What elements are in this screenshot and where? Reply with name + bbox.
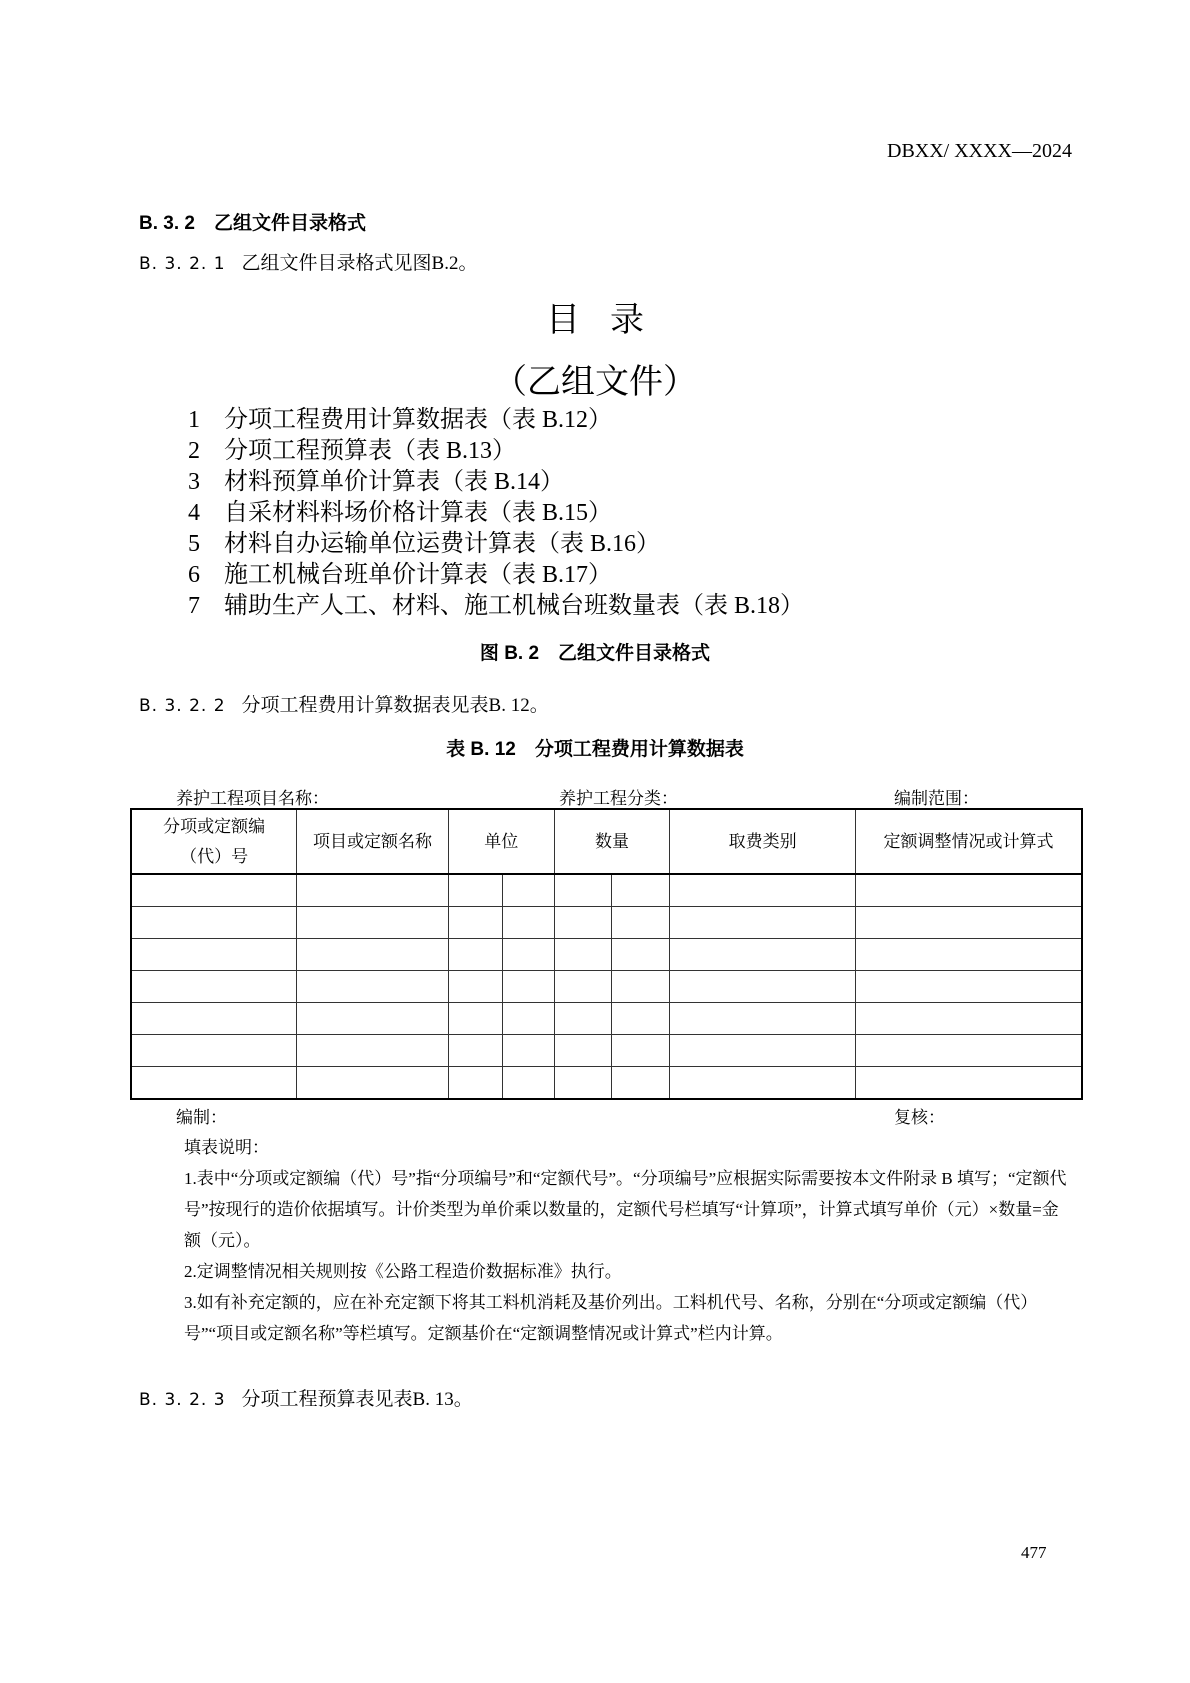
toc-item <box>188 498 804 529</box>
project-name-label: 养护工程项目名称： <box>176 789 329 808</box>
col-header-unit: 单位 <box>448 809 554 874</box>
table-header-row <box>131 809 1082 874</box>
cost-data-table <box>130 808 1083 1100</box>
toc-item <box>188 529 804 560</box>
figure-caption: 图 B. 2 乙组文件目录格式 <box>479 643 711 664</box>
toc-item-number: 5 <box>188 531 200 557</box>
table-caption: 表 B. 12 分项工程费用计算数据表 <box>446 739 744 760</box>
toc-item-number: 2 <box>188 438 200 464</box>
toc-item-number: 1 <box>188 407 200 433</box>
table-row <box>131 1067 1082 1100</box>
toc-item <box>188 591 804 622</box>
toc-item <box>188 436 804 467</box>
clause-b3-2-2 <box>139 690 549 717</box>
prepared-by-label: 编制： <box>176 1108 227 1127</box>
toc-item-label: 分项工程预算表（表 B.13） <box>224 438 517 464</box>
table-row <box>131 1035 1082 1067</box>
toc-item <box>188 405 804 436</box>
toc-item-number: 4 <box>188 500 200 526</box>
clause-text: 乙组文件目录格式见图B.2。 <box>241 253 478 274</box>
section-heading: B. 3. 2 乙组文件目录格式 <box>139 213 366 234</box>
clause-text: 分项工程预算表见表B. 13。 <box>241 1389 473 1410</box>
note-item: 1.表中“分项或定额编（代）号”指“分项编号”和“定额代号”。“分项编号”应根据实际需要按本文件附录 B 填写；“定额代号”按现行的造价依据填写。计价类型为单价乘以数量的，定额代号栏填写“计算项”，计算式填写单价（元）×数量=金额（元）。 <box>184 1169 1067 1250</box>
toc-item-label: 辅助生产人工、材料、施工机械台班数量表（表 B.18） <box>224 593 805 619</box>
clause-number: B. 3. 2. 2 <box>139 696 226 716</box>
col-header-quantity: 数量 <box>554 809 670 874</box>
fill-instructions <box>184 1132 1074 1349</box>
toc-subtitle: （乙组文件） <box>493 364 697 401</box>
reviewed-by-label: 复核： <box>894 1108 945 1127</box>
toc-item <box>188 560 804 591</box>
note-item: 2.定调整情况相关规则按《公路工程造价数据标准》执行。 <box>184 1262 622 1281</box>
table-row <box>131 939 1082 971</box>
document-code: DBXX/ XXXX—2024 <box>887 140 1072 162</box>
toc-list <box>188 405 804 622</box>
toc-item-label: 材料自办运输单位运费计算表（表 B.16） <box>224 531 661 557</box>
toc-item-label: 材料预算单价计算表（表 B.14） <box>224 469 565 495</box>
notes-title: 填表说明： <box>184 1138 269 1157</box>
toc-item-number: 6 <box>188 562 200 588</box>
col-header-name: 项目或定额名称 <box>297 809 449 874</box>
toc-item-number: 3 <box>188 469 200 495</box>
toc-item-label: 分项工程费用计算数据表（表 B.12） <box>224 407 613 433</box>
note-item: 3.如有补充定额的，应在补充定额下将其工料机消耗及基价列出。工料机代号、名称，分别在“分项或定额编（代）号”“项目或定额名称”等栏填写。定额基价在“定额调整情况或计算式”栏内计算。 <box>184 1293 1038 1343</box>
toc-title: 目录 <box>546 302 674 339</box>
toc-item-label: 自采材料料场价格计算表（表 B.15） <box>224 500 613 526</box>
toc-item <box>188 467 804 498</box>
col-header-adjustment: 定额调整情况或计算式 <box>855 809 1082 874</box>
table-row <box>131 874 1082 907</box>
table-row <box>131 1003 1082 1035</box>
toc-item-label: 施工机械台班单价计算表（表 B.17） <box>224 562 613 588</box>
toc-item-number: 7 <box>188 593 200 619</box>
table-row <box>131 907 1082 939</box>
clause-b3-2-1 <box>139 248 477 275</box>
page-number: 477 <box>1021 1543 1047 1562</box>
clause-text: 分项工程费用计算数据表见表B. 12。 <box>241 695 549 716</box>
clause-number: B. 3. 2. 1 <box>139 254 226 274</box>
clause-b3-2-3 <box>139 1384 473 1411</box>
col-header-code: 分项或定额编 （代）号 <box>131 809 297 874</box>
clause-number: B. 3. 2. 3 <box>139 1390 226 1410</box>
project-category-label: 养护工程分类： <box>559 789 678 808</box>
col-header-fee-category: 取费类别 <box>670 809 856 874</box>
table-row <box>131 971 1082 1003</box>
scope-label: 编制范围： <box>894 789 979 808</box>
